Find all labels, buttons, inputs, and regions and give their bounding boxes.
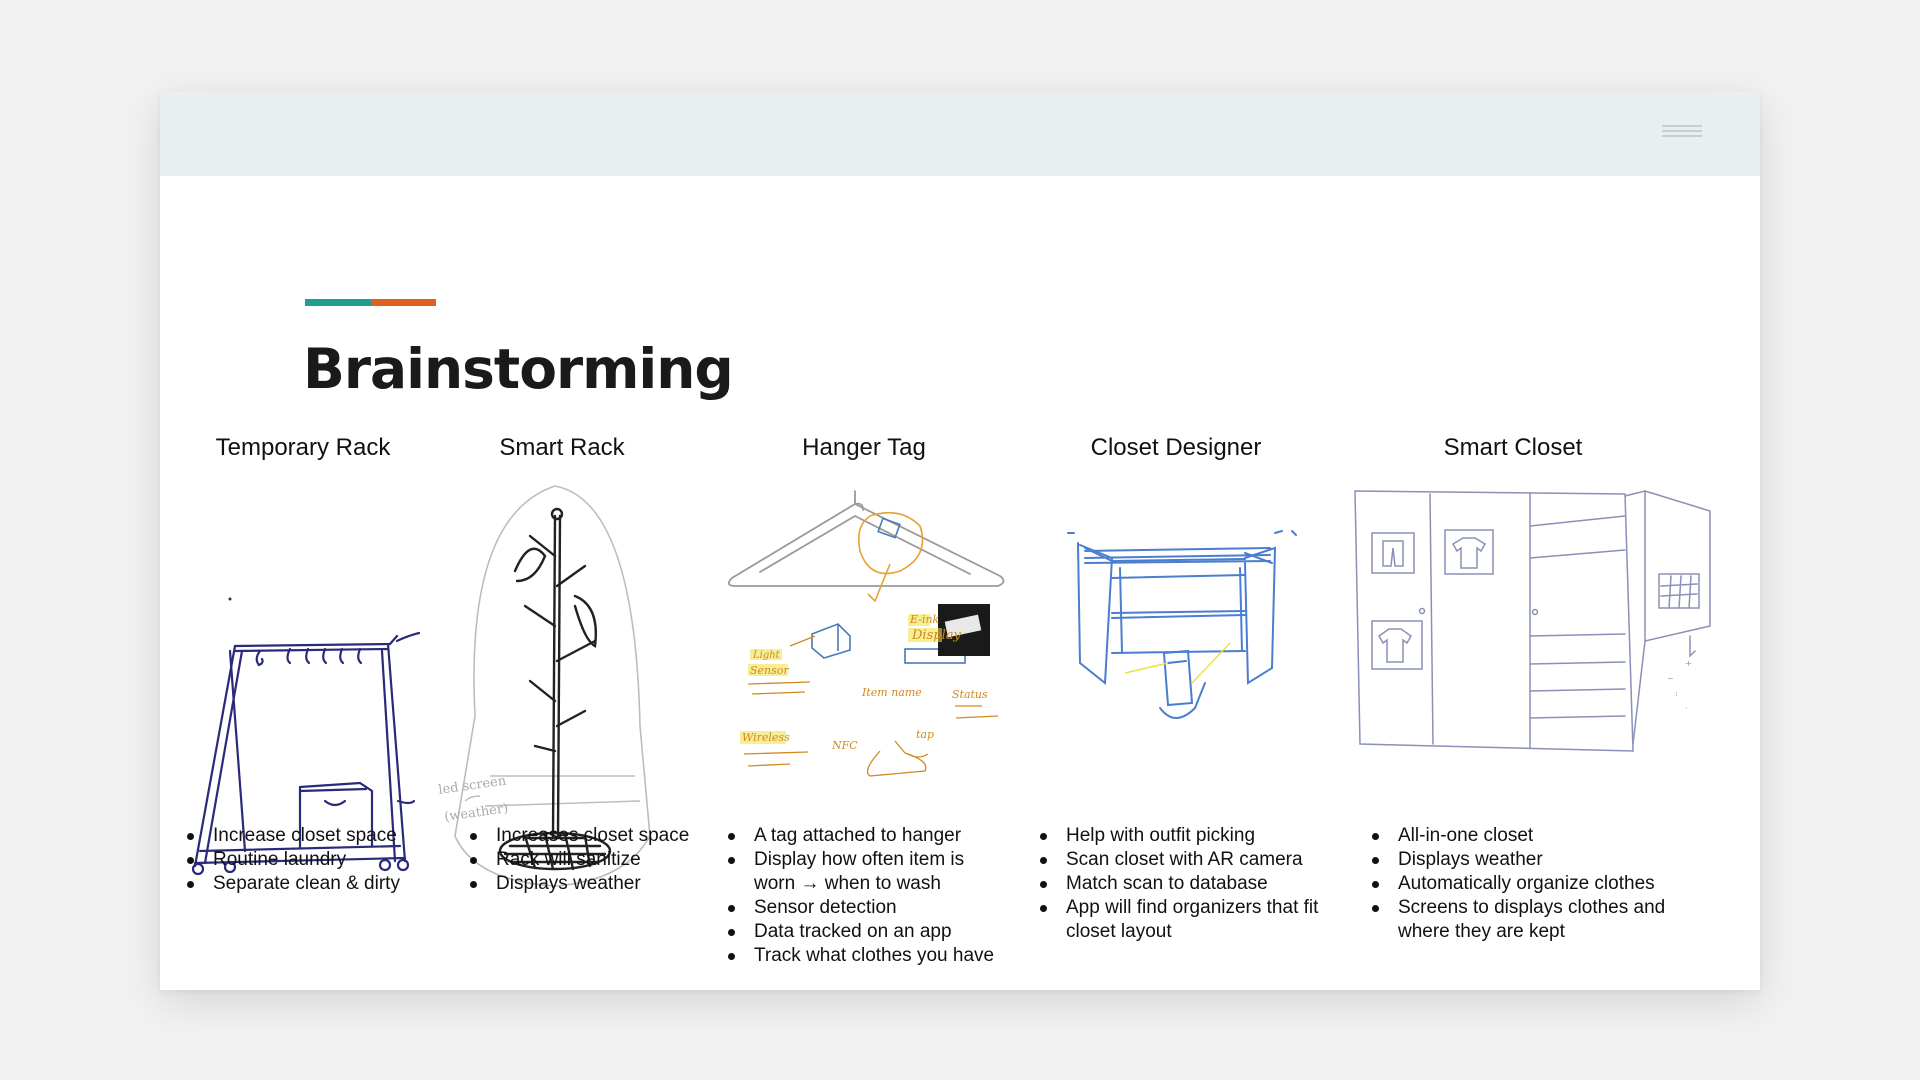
sketch-note-eink: E-ink bbox=[910, 613, 940, 626]
svg-text::: : bbox=[1675, 689, 1678, 698]
svg-text:·: · bbox=[1685, 704, 1688, 713]
list-item: Display how often item is worn → when to wash bbox=[726, 848, 1001, 896]
sketch-note-sensor: Sensor bbox=[750, 664, 789, 677]
heading-temporary-rack: Temporary Rack bbox=[215, 434, 391, 461]
slide-top-bar bbox=[160, 91, 1760, 176]
slide-title: Brainstorming bbox=[303, 337, 733, 401]
list-item: Displays weather bbox=[1370, 848, 1690, 872]
sketch-note-display: Display bbox=[912, 628, 961, 643]
hanger-tag-sketch bbox=[720, 486, 1020, 796]
sketch-note-light: Light bbox=[753, 650, 780, 661]
bullets-smart-rack bbox=[468, 824, 689, 896]
sketch-note-wireless: Wireless bbox=[742, 731, 790, 744]
smart-closet-sketch bbox=[1345, 486, 1725, 786]
list-item: Separate clean & dirty bbox=[185, 872, 400, 896]
menu-icon[interactable] bbox=[1662, 125, 1702, 139]
sketch-note-nfc: NFC bbox=[832, 739, 858, 752]
list-item: A tag attached to hanger bbox=[726, 824, 1001, 848]
heading-hanger-tag: Hanger Tag bbox=[802, 434, 926, 461]
list-item: App will find organizers that fit closet layout bbox=[1038, 896, 1338, 944]
list-item: Displays weather bbox=[468, 872, 689, 896]
heading-smart-closet: Smart Closet bbox=[1443, 434, 1583, 461]
list-item: Increase closet space bbox=[185, 824, 400, 848]
list-item: Increases closet space bbox=[468, 824, 689, 848]
list-item: Data tracked on an app bbox=[726, 920, 1001, 944]
bullets-temporary-rack bbox=[185, 824, 400, 896]
list-item: Sensor detection bbox=[726, 896, 1001, 920]
list-item: Match scan to database bbox=[1038, 872, 1338, 896]
list-item: Help with outfit picking bbox=[1038, 824, 1338, 848]
slide bbox=[160, 91, 1760, 990]
list-item: Screens to displays clothes and where they are kept bbox=[1370, 896, 1690, 944]
list-item: Scan closet with AR camera bbox=[1038, 848, 1338, 872]
sketch-note-item-name: Item name bbox=[862, 686, 922, 699]
title-accent-bar bbox=[305, 299, 436, 306]
sketch-note-led-screen: led screen bbox=[437, 773, 508, 798]
sketch-note-status: Status bbox=[952, 688, 988, 701]
sketch-note-weather: (weather) bbox=[443, 801, 510, 825]
list-item: Track what clothes you have bbox=[726, 944, 1001, 968]
list-item: All-in-one closet bbox=[1370, 824, 1690, 848]
sketch-note-tap: tap bbox=[916, 728, 935, 741]
list-item: Rack will sanitize bbox=[468, 848, 689, 872]
bullets-hanger-tag bbox=[726, 824, 1001, 968]
closet-designer-sketch bbox=[1060, 523, 1300, 823]
svg-text:~: ~ bbox=[1667, 674, 1674, 683]
heading-closet-designer: Closet Designer bbox=[1090, 434, 1262, 461]
bullets-smart-closet bbox=[1370, 824, 1690, 944]
list-item: Automatically organize clothes bbox=[1370, 872, 1690, 896]
svg-text:+: + bbox=[1685, 659, 1692, 668]
list-item: Routine laundry bbox=[185, 848, 400, 872]
bullets-closet-designer bbox=[1038, 824, 1338, 944]
heading-smart-rack: Smart Rack bbox=[499, 434, 625, 461]
